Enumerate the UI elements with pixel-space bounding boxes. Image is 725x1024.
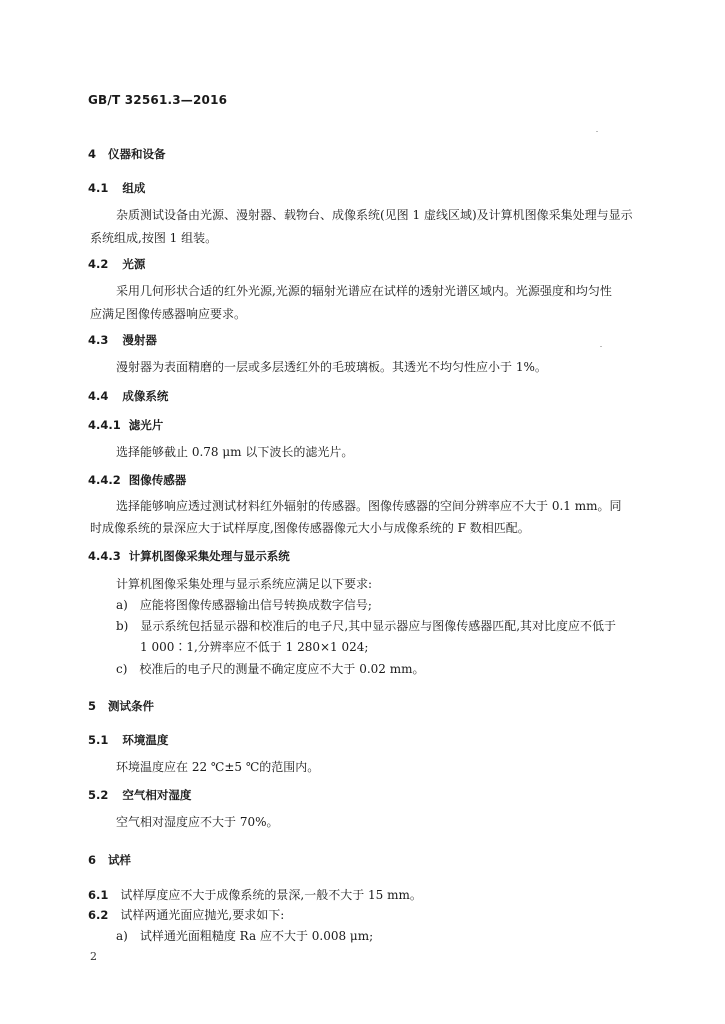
paragraph-line: 选择能够截止 0.78 μm 以下波长的滤光片。 (116, 445, 354, 459)
list-item (116, 927, 373, 944)
scan-speck (596, 131, 598, 132)
clause-number: 6.1 (88, 888, 109, 902)
section-title: 试样 (108, 853, 132, 867)
section-title: 计算机图像采集处理与显示系统 (128, 549, 290, 563)
list-marker: b) (116, 619, 129, 633)
section-number: 4.4.2 (88, 473, 121, 487)
clause-text: 试样厚度应不大于成像系统的景深,一般不大于 15 mm。 (120, 888, 422, 902)
list-marker: a) (116, 598, 128, 612)
section-number: 4.2 (88, 257, 109, 271)
section-number: 4.4.1 (88, 418, 121, 432)
section-4-4-heading (88, 388, 168, 404)
scan-speck (600, 346, 602, 347)
paragraph-line: 系统组成,按图 1 组装。 (90, 231, 218, 245)
section-number: 4.4 (88, 389, 109, 403)
section-number: 5.2 (88, 788, 109, 802)
standard-number: GB/T 32561.3—2016 (88, 93, 228, 107)
clause-number: 6.2 (88, 908, 109, 922)
section-title: 图像传感器 (128, 473, 187, 487)
clause-6-2 (88, 906, 284, 923)
paragraph-line: 空气相对湿度应不大于 70%。 (116, 815, 279, 829)
list-item-continuation: 1 000∶1,分辨率应不低于 1 280×1 024; (140, 640, 369, 654)
section-6-heading (88, 852, 131, 868)
list-text: 校准后的电子尺的测量不确定度应不大于 0.02 mm。 (139, 662, 425, 676)
section-number: 4 (88, 147, 97, 161)
section-number: 4.4.3 (88, 549, 121, 563)
section-4-4-2-heading (88, 472, 186, 488)
section-title: 空气相对湿度 (122, 788, 192, 802)
section-4-2-heading (88, 256, 145, 272)
section-4-4-3-heading (88, 548, 290, 564)
section-title: 环境温度 (122, 733, 169, 747)
paragraph-line: 杂质测试设备由光源、漫射器、载物台、成像系统(见图 1 虚线区域)及计算机图像采集处理与显示 (116, 208, 633, 222)
paragraph-line: 采用几何形状合适的红外光源,光源的辐射光谱应在试样的透射光谱区域内。光源强度和均匀性 (116, 284, 612, 298)
section-5-1-heading (88, 732, 168, 748)
list-item (116, 660, 425, 677)
list-text: 显示系统包括显示器和校准后的电子尺,其中显示器应与图像传感器匹配,其对比度应不低于 (140, 619, 617, 633)
paragraph-line: 选择能够响应透过测试材料红外辐射的传感器。图像传感器的空间分辨率应不大于 0.1 mm。同 (116, 499, 622, 513)
clause-6-1 (88, 886, 422, 903)
paragraph-line: 漫射器为表面精磨的一层或多层透红外的毛玻璃板。其透光不均匀性应小于 1%。 (116, 360, 547, 374)
list-text: 试样通光面粗糙度 Ra 应不大于 0.008 μm; (139, 929, 374, 943)
section-number: 4.3 (88, 333, 109, 347)
list-marker: c) (116, 662, 128, 676)
section-5-2-heading (88, 787, 191, 803)
section-title: 组成 (122, 181, 146, 195)
clause-text: 试样两通光面应抛光,要求如下: (120, 908, 285, 922)
section-number: 6 (88, 853, 97, 867)
section-number: 5 (88, 699, 97, 713)
section-number: 4.1 (88, 181, 109, 195)
list-marker: a) (116, 929, 128, 943)
section-title: 仪器和设备 (108, 147, 166, 161)
section-title: 滤光片 (128, 418, 164, 432)
section-4-1-heading (88, 180, 145, 196)
section-title: 漫射器 (122, 333, 157, 347)
page-number: 2 (90, 950, 97, 963)
paragraph-line: 计算机图像采集处理与显示系统应满足以下要求: (116, 577, 373, 591)
section-title: 光源 (122, 257, 146, 271)
section-title: 成像系统 (122, 389, 169, 403)
section-5-heading (88, 698, 154, 714)
list-item (116, 596, 372, 613)
section-4-3-heading (88, 332, 157, 348)
paragraph-line: 应满足图像传感器响应要求。 (90, 307, 247, 321)
paragraph-line: 时成像系统的景深应大于试样厚度,图像传感器像元大小与成像系统的 F 数相匹配。 (90, 521, 530, 535)
section-4-4-1-heading (88, 417, 163, 433)
section-number: 5.1 (88, 733, 109, 747)
paragraph-line: 环境温度应在 22 ℃±5 ℃的范围内。 (116, 760, 320, 774)
section-title: 测试条件 (108, 699, 155, 713)
section-4-heading (88, 146, 166, 162)
list-text: 应能将图像传感器输出信号转换成数字信号; (139, 598, 372, 612)
list-item (116, 617, 616, 634)
